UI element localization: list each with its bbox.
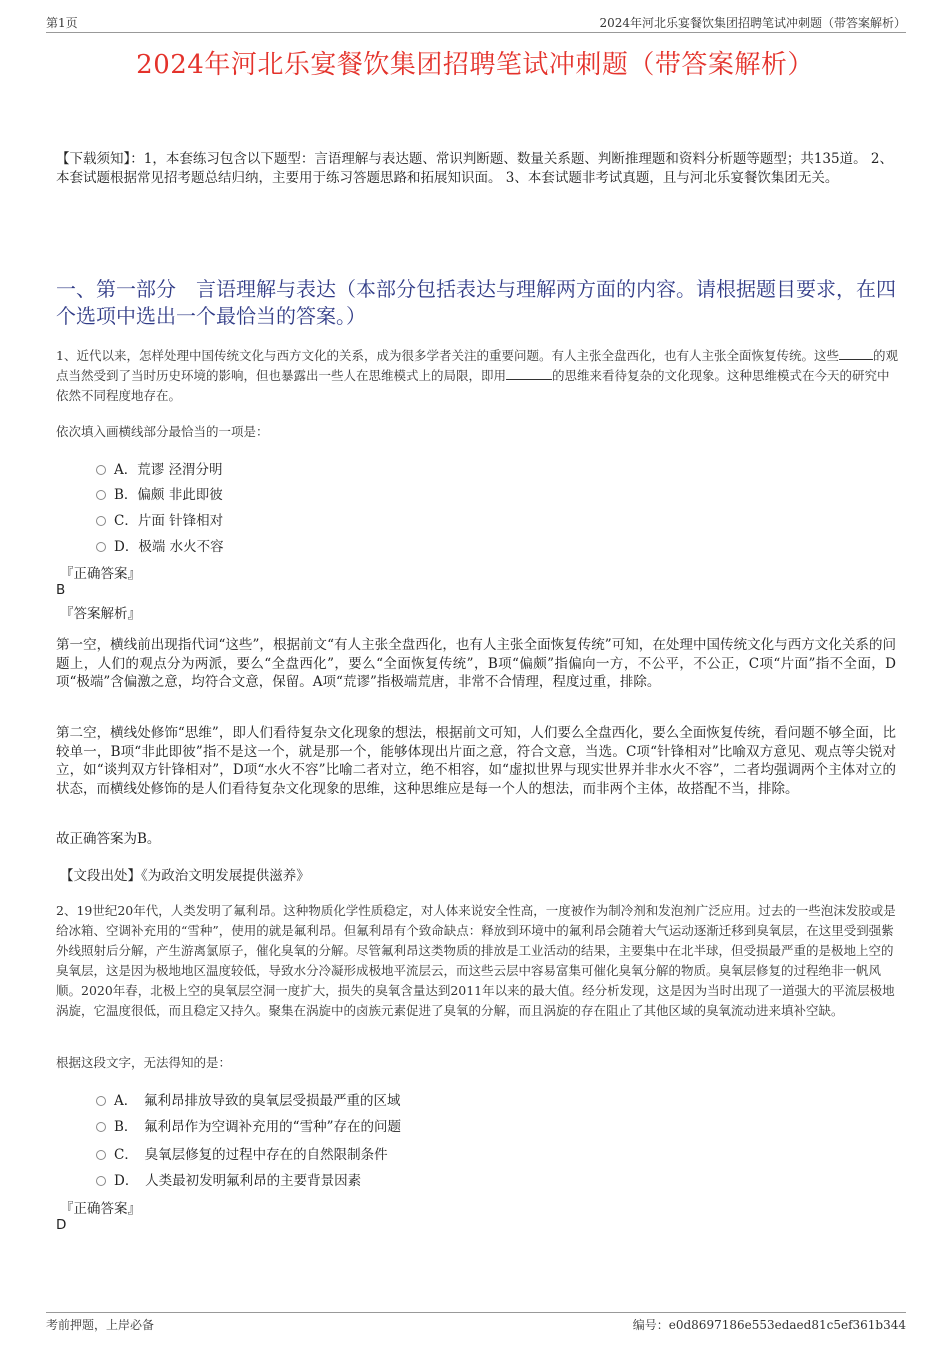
question-2-prompt: 根据这段文字，无法得知的是： [56, 1055, 232, 1070]
blank-1 [839, 347, 873, 360]
blank-2 [506, 367, 552, 380]
radio-icon[interactable] [96, 1176, 106, 1186]
q2-option-d[interactable]: D． 人类最初发明氟利昂的主要背景因素 [96, 1169, 361, 1189]
radio-icon[interactable] [96, 1150, 106, 1160]
q1-option-a[interactable]: A．荒谬 泾渭分明 [96, 458, 223, 478]
radio-icon[interactable] [96, 542, 106, 552]
q1-analysis-1: 第一空，横线前出现指代词“这些”，根据前文“有人主张全盘西化，也有人主张全面恢复传统”可知，在处理中国传统文化与西方文化关系的问题上，人们的观点分为两派，要么“全盘西化”，要么“全面恢复传统”，B项“偏颇”指偏向一方，不公平，不公正，C项“片面”指不全面，D项“极端”含偏激之意，均符合文意，保留。A项“荒谬”指极端荒唐，非常不合情理，程度过重，排除。 [56, 637, 896, 690]
q1-answer-label: 『正确答案』 [60, 566, 141, 582]
q2-option-c[interactable]: C． 臭氧层修复的过程中存在的自然限制条件 [96, 1143, 388, 1163]
document-title: 2024年河北乐宴餐饮集团招聘笔试冲刺题（带答案解析） [136, 50, 814, 80]
q2-option-a[interactable]: A． 氟利昂排放导致的臭氧层受损最严重的区域 [96, 1089, 401, 1109]
q1-option-d[interactable]: D．极端 水火不容 [96, 535, 224, 555]
question-1-prompt: 依次填入画横线部分最恰当的一项是： [56, 424, 269, 439]
footer-id: 编号：e0d8697186e553edaed81c5ef361b344 [632, 1318, 906, 1332]
footer-slogan: 考前押题，上岸必备 [46, 1318, 155, 1332]
radio-icon[interactable] [96, 1096, 106, 1106]
q2-answer: D [56, 1217, 67, 1233]
q1-source: 【文段出处】《为政治文明发展提供滋养》 [60, 868, 310, 884]
q2-option-b[interactable]: B． 氟利昂作为空调补充用的“雪种”存在的问题 [96, 1115, 401, 1135]
section-heading: 一、第一部分 言语理解与表达（本部分包括表达与理解两方面的内容。请根据题目要求，在四个选项中选出一个最恰当的答案。） [56, 277, 896, 328]
radio-icon[interactable] [96, 516, 106, 526]
q1-option-c[interactable]: C．片面 针锋相对 [96, 509, 223, 529]
question-1-stem: 1、近代以来，怎样处理中国传统文化与西方文化的关系，成为很多学者关注的重要问题。有人主张全盘西化，也有人主张全面恢复传统。这些 的观点当然受到了当时历史环境的影响，但也暴露出一些人在思维模式上的局限，即用 的思维来看待复杂的文化现象。这种思维模式在今天的研究中依然不同程度地存在。 [56, 348, 898, 403]
q1-conclusion: 故正确答案为B。 [56, 831, 161, 847]
q1-analysis-label: 『答案解析』 [60, 606, 141, 622]
q2-answer-label: 『正确答案』 [60, 1201, 141, 1217]
question-2-stem: 2、19世纪20年代，人类发明了氟利昂。这种物质化学性质稳定，对人体来说安全性高，一度被作为制冷剂和发泡剂广泛应用。过去的一些泡沫发胶或是给冰箱、空调补充用的“雪种”，使用的就是氟利昂。但氟利昂有个致命缺点：释放到环境中的氟利昂会随着大气运动逐渐迁移到臭氧层，在这里受到强紫外线照射后分解，产生游离氯原子，催化臭氧的分解。尽管氟利昂这类物质的排放是工业活动的结果，主要集中在北半球，但受损最严重的是极地上空的臭氧层，这是因为极地地区温度较低，导致水分冷凝形成极地平流层云，而这些云层中容易富集可催化臭氧分解的物质。臭氧层修复的过程绝非一帆风顺。2020年春，北极上空的臭氧层空洞一度扩大，损失的臭氧含量达到2011年以来的最大值。经分析发现，这是因为当时出现了一道强大的平流层极地涡旋，它温度很低，而且稳定又持久。聚集在涡旋中的卤族元素促进了臭氧的分解，而且涡旋的存在阻止了其他区域的臭氧流动进来填补空缺。 [56, 903, 896, 1018]
page-footer [46, 1312, 906, 1333]
header-title: 2024年河北乐宴餐饮集团招聘笔试冲刺题（带答案解析） [599, 16, 906, 30]
download-notice: 【下载须知】：1，本套练习包含以下题型：言语理解与表达题、常识判断题、数量关系题、判断推理题和资料分析题等题型；共135道。 2、本套试题根据常见招考题总结归纳，主要用于练习答题思路和拓展知识面。 3、本套试题非考试真题，且与河北乐宴餐饮集团无关。 [56, 151, 893, 186]
radio-icon[interactable] [96, 1122, 106, 1132]
radio-icon[interactable] [96, 490, 106, 500]
page-number: 第1页 [46, 16, 78, 30]
radio-icon[interactable] [96, 465, 106, 475]
q1-option-b[interactable]: B．偏颇 非此即彼 [96, 483, 223, 503]
page-header [46, 14, 906, 33]
q1-answer: B [56, 582, 66, 598]
q1-analysis-2: 第二空，横线处修饰“思维”，即人们看待复杂文化现象的想法，根据前文可知，人们要么全盘西化，要么全面恢复传统，看问题不够全面，比较单一，B项“非此即彼”指不是这一个，就是那一个，能够体现出片面之意，符合文意，当选。C项“针锋相对”比喻双方意见、观点等尖锐对立，如“谈判双方针锋相对”，D项“水火不容”比喻二者对立，绝不相容，如“虚拟世界与现实世界并非水火不容”，二者均强调两个主体对立的状态，而横线处修饰的是人们看待复杂文化现象的思维，这种思维应是每一个人的想法，而非两个主体，故搭配不当，排除。 [56, 725, 896, 797]
